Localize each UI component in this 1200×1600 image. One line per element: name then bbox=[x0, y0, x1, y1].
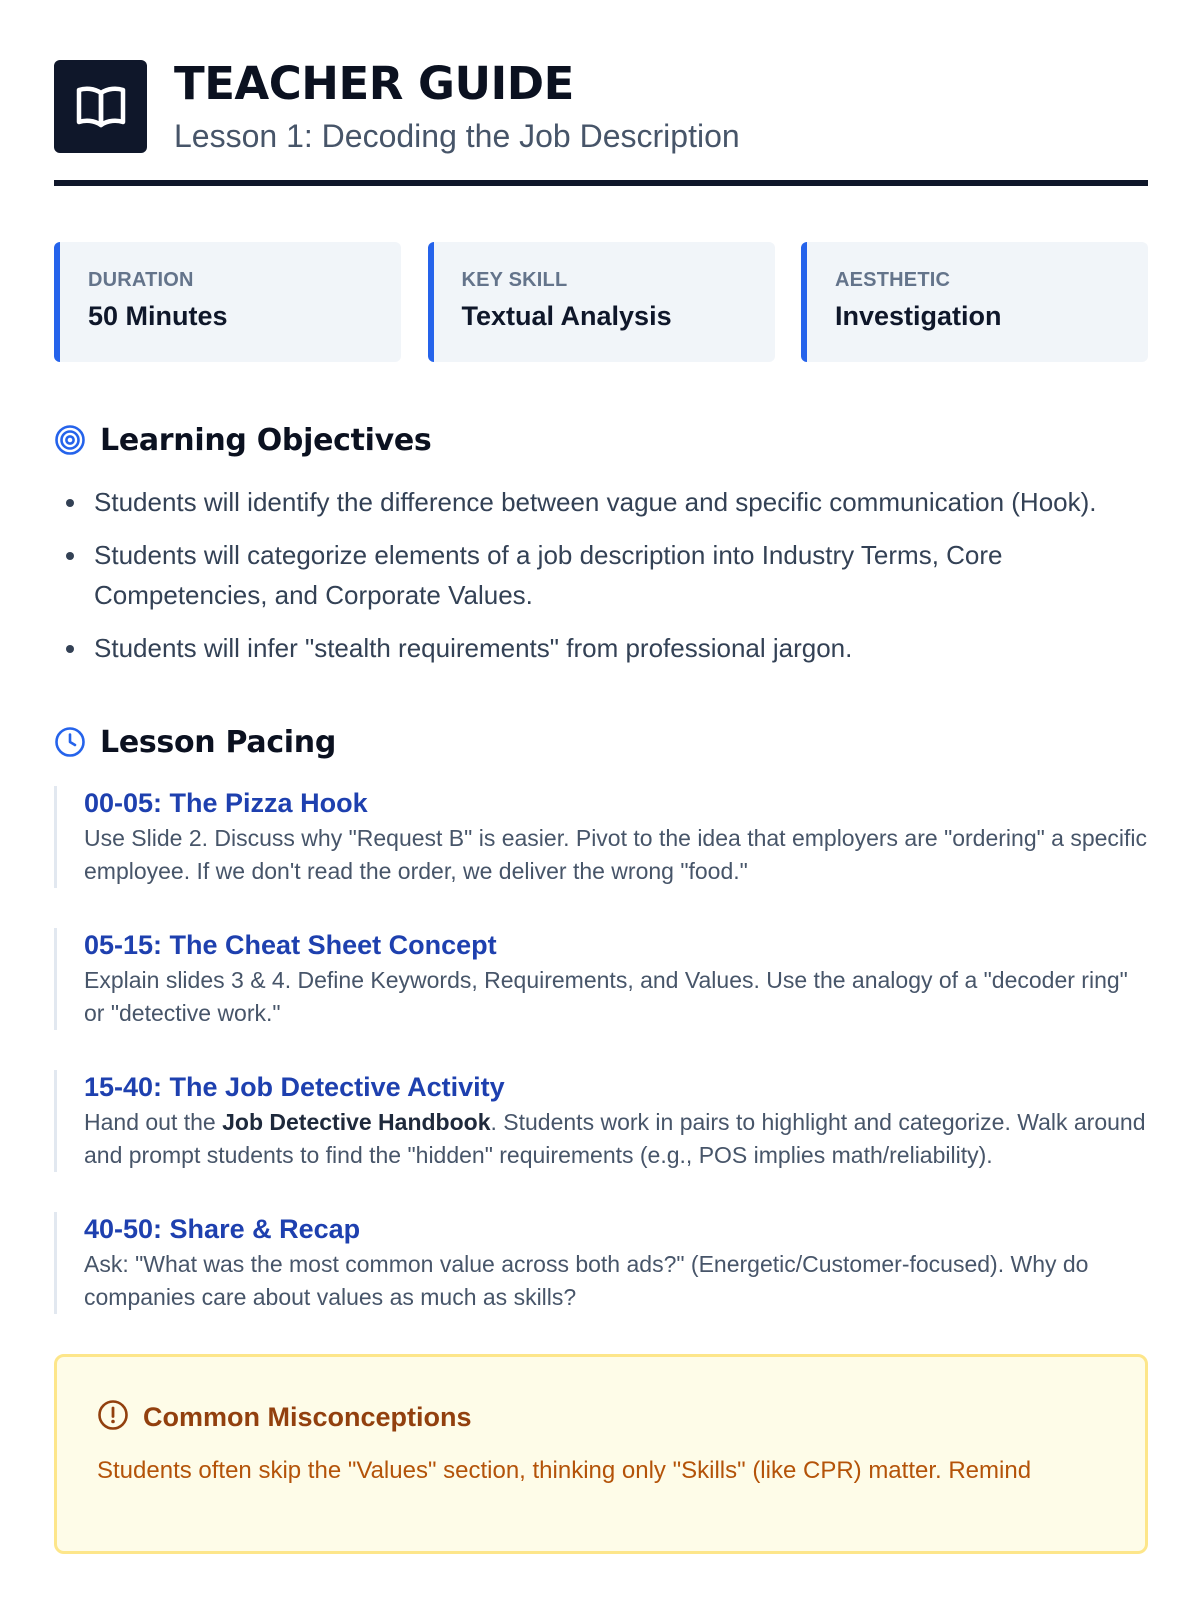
misconceptions-callout bbox=[54, 1354, 1148, 1554]
info-card-label: AESTHETIC bbox=[835, 269, 951, 291]
info-card-label: DURATION bbox=[88, 269, 194, 291]
info-card-duration bbox=[54, 242, 401, 362]
info-card-value: 50 Minutes bbox=[88, 301, 228, 331]
info-card-value: Investigation bbox=[835, 301, 1002, 331]
list-item: Students will categorize elements of a job description into Industry Terms, Core Competencies, and Corporate Values. bbox=[54, 535, 1148, 615]
pacing-item bbox=[54, 1070, 1148, 1172]
lesson-pacing-heading bbox=[54, 722, 1148, 762]
info-card-aesthetic bbox=[801, 242, 1148, 362]
info-cards bbox=[54, 242, 1148, 362]
pacing-item-body: Ask: "What was the most common value across both ads?" (Energetic/Customer-focused). Why do companies care about values as much as skills? bbox=[84, 1251, 1089, 1310]
pacing-list bbox=[54, 786, 1148, 1314]
info-card-key-skill bbox=[428, 242, 775, 362]
pacing-item-title: 00-05: The Pizza Hook bbox=[84, 788, 368, 818]
pacing-item-title: 05-15: The Cheat Sheet Concept bbox=[84, 930, 497, 960]
alert-circle-icon bbox=[97, 1399, 129, 1436]
guide-header bbox=[54, 57, 1148, 186]
pacing-item-body bbox=[84, 1106, 1148, 1172]
misconceptions-body: Students often skip the "Values" section, thinking only "Skills" (like CPR) matter. Remind bbox=[97, 1457, 1032, 1484]
open-book-icon bbox=[54, 60, 147, 153]
pacing-item-body: Use Slide 2. Discuss why "Request B" is easier. Pivot to the idea that employers are "ordering" a specific employee. If we don't read the order, we deliver the wrong "food." bbox=[84, 825, 1148, 884]
misconceptions-heading bbox=[97, 1399, 1105, 1436]
pacing-item bbox=[54, 786, 1148, 888]
objectives-list bbox=[54, 482, 1148, 668]
misconceptions-title: Common Misconceptions bbox=[143, 1402, 472, 1432]
page-title: TEACHER GUIDE bbox=[174, 57, 574, 110]
pacing-item bbox=[54, 1212, 1148, 1314]
info-card-label: KEY SKILL bbox=[461, 269, 568, 291]
lesson-subtitle: Lesson 1: Decoding the Job Description bbox=[174, 118, 740, 154]
pacing-item-title: 40-50: Share & Recap bbox=[84, 1214, 361, 1244]
pacing-body-text: . Students work in pairs to highlight and categorize. Walk around and prompt students to find the "hidden" requirements (e.g., POS implies math/reliability). bbox=[84, 1109, 1146, 1168]
pacing-item-title: 15-40: The Job Detective Activity bbox=[84, 1072, 505, 1102]
clock-icon bbox=[54, 726, 86, 758]
section-title: Learning Objectives bbox=[100, 422, 432, 458]
pacing-body-text: Hand out the bbox=[84, 1109, 223, 1135]
target-icon bbox=[54, 424, 86, 456]
list-item: Students will infer "stealth requirements" from professional jargon. bbox=[54, 628, 1148, 668]
section-title: Lesson Pacing bbox=[100, 724, 337, 760]
title-block bbox=[174, 58, 740, 156]
list-item: Students will identify the difference between vague and specific communication (Hook). bbox=[54, 482, 1148, 522]
pacing-item-body: Explain slides 3 & 4. Define Keywords, Requirements, and Values. Use the analogy of a "decoder ring" or "detective work." bbox=[84, 967, 1128, 1026]
handbook-name: Job Detective Handbook bbox=[222, 1109, 491, 1135]
learning-objectives-heading bbox=[54, 420, 1148, 460]
pacing-item bbox=[54, 928, 1148, 1030]
teacher-guide-page bbox=[54, 57, 1148, 1554]
info-card-value: Textual Analysis bbox=[461, 301, 672, 331]
